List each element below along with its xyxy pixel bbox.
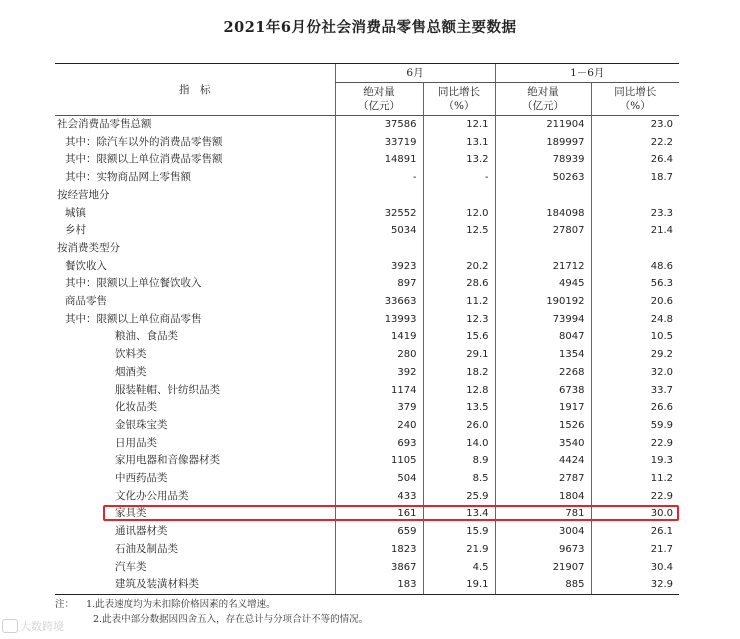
- ytd-growth: 29.2: [591, 346, 679, 364]
- month-growth: -: [423, 169, 495, 187]
- row-label: 按消费类型分: [57, 241, 120, 254]
- ytd-growth: 23.3: [591, 205, 679, 223]
- month-amount: 897: [335, 275, 423, 293]
- ytd-growth: 19.3: [591, 452, 679, 470]
- indicator-header: 指 标: [55, 64, 335, 116]
- note-2: 2.此表中部分数据因四舍五入，存在总计与分项合计不等的情况。: [93, 614, 369, 625]
- month-amount: 13993: [335, 311, 423, 329]
- month-growth: 13.4: [423, 505, 495, 523]
- month-amount: 33663: [335, 293, 423, 311]
- ytd-growth: 24.8: [591, 311, 679, 329]
- month-growth: 26.0: [423, 417, 495, 435]
- ytd-growth: 26.1: [591, 523, 679, 541]
- month-amount: 1823: [335, 541, 423, 559]
- month-growth: 12.5: [423, 222, 495, 240]
- period-jan-jun-header: 1－6月: [495, 64, 679, 83]
- row-label: 按经营地分: [57, 188, 110, 201]
- row-label: 通讯器材类: [115, 525, 168, 538]
- month-growth: 14.0: [423, 435, 495, 453]
- ytd-growth: 22.9: [591, 435, 679, 453]
- month-amount: 32552: [335, 205, 423, 223]
- ytd-amount: 21712: [495, 258, 591, 276]
- ytd-amount: 1526: [495, 417, 591, 435]
- month-amount: 3923: [335, 258, 423, 276]
- amount-header: 绝对量 （亿元）: [335, 83, 423, 116]
- table-row: [55, 488, 679, 506]
- month-amount: 161: [335, 505, 423, 523]
- ytd-growth: 10.5: [591, 328, 679, 346]
- table-row: [55, 293, 679, 311]
- table-row: [55, 559, 679, 577]
- row-label: 其中：除汽车以外的消费品零售额: [65, 135, 223, 148]
- table-row: [55, 505, 679, 523]
- row-label: 文化办公用品类: [115, 489, 189, 502]
- month-growth: 15.6: [423, 328, 495, 346]
- row-label: 商品零售: [65, 295, 107, 308]
- ytd-amount: 885: [495, 576, 591, 594]
- month-growth: 11.2: [423, 293, 495, 311]
- table-row: [55, 399, 679, 417]
- month-amount: 240: [335, 417, 423, 435]
- ytd-growth: 59.9: [591, 417, 679, 435]
- table-row: [55, 417, 679, 435]
- ytd-growth: 48.6: [591, 258, 679, 276]
- growth-header: 同比增长 （%）: [591, 83, 679, 116]
- ytd-growth: 22.2: [591, 134, 679, 152]
- row-label: 其中：限额以上单位消费品零售额: [65, 153, 223, 166]
- ytd-amount: 21907: [495, 559, 591, 577]
- table-row: [55, 134, 679, 152]
- ytd-growth: [591, 187, 679, 205]
- ytd-amount: 189997: [495, 134, 591, 152]
- month-amount: 693: [335, 435, 423, 453]
- watermark-text: 大数跨境: [20, 620, 64, 633]
- month-growth: 8.5: [423, 470, 495, 488]
- month-growth: 12.0: [423, 205, 495, 223]
- row-label: 建筑及装潢材料类: [55, 576, 335, 594]
- ytd-amount: 6738: [495, 382, 591, 400]
- ytd-growth: 11.2: [591, 470, 679, 488]
- month-growth: 13.2: [423, 151, 495, 169]
- table-row: [55, 328, 679, 346]
- ytd-growth: 23.0: [591, 116, 679, 134]
- table-row: [55, 364, 679, 382]
- month-amount: 1174: [335, 382, 423, 400]
- month-amount: [335, 187, 423, 205]
- page-title: 2021年6月份社会消费品零售总额主要数据: [223, 19, 517, 36]
- month-amount: 1105: [335, 452, 423, 470]
- row-label: 服装鞋帽、针纺织品类: [115, 383, 220, 396]
- retail-sales-table: [55, 63, 679, 595]
- month-amount: 5034: [335, 222, 423, 240]
- ytd-growth: [591, 240, 679, 258]
- ytd-amount: 9673: [495, 541, 591, 559]
- ytd-growth: 30.4: [591, 559, 679, 577]
- row-label: 石油及制品类: [115, 542, 178, 555]
- row-label: 社会消费品零售总额: [57, 118, 152, 130]
- ytd-amount: 73994: [495, 311, 591, 329]
- growth-header: 同比增长 （%）: [423, 83, 495, 116]
- ytd-amount: 50263: [495, 169, 591, 187]
- table-row: [55, 222, 679, 240]
- ytd-growth: 21.4: [591, 222, 679, 240]
- month-amount: 183: [335, 576, 423, 594]
- month-growth: 25.9: [423, 488, 495, 506]
- month-growth: 12.1: [423, 116, 495, 134]
- month-amount: [335, 240, 423, 258]
- month-amount: 1419: [335, 328, 423, 346]
- ytd-amount: 1917: [495, 399, 591, 417]
- ytd-amount: 3540: [495, 435, 591, 453]
- ytd-amount: 190192: [495, 293, 591, 311]
- row-label: 其中：限额以上单位商品零售: [65, 312, 202, 325]
- ytd-amount: 781: [495, 505, 591, 523]
- ytd-growth: 18.7: [591, 169, 679, 187]
- month-growth: 12.3: [423, 311, 495, 329]
- row-label: 金银珠宝类: [115, 418, 168, 431]
- ytd-growth: 26.6: [591, 399, 679, 417]
- ytd-amount: 184098: [495, 205, 591, 223]
- table-row: [55, 311, 679, 329]
- table-row: [55, 346, 679, 364]
- ytd-amount: [495, 240, 591, 258]
- row-label: 烟酒类: [115, 365, 147, 378]
- period-june-header: 6月: [335, 64, 495, 83]
- month-growth: 28.6: [423, 275, 495, 293]
- month-growth: 21.9: [423, 541, 495, 559]
- row-label: 日用品类: [115, 436, 157, 449]
- watermark-logo-icon: [2, 619, 18, 633]
- month-growth: 18.2: [423, 364, 495, 382]
- month-growth: 13.5: [423, 399, 495, 417]
- ytd-growth: 32.9: [591, 576, 679, 594]
- ytd-amount: 1804: [495, 488, 591, 506]
- month-growth: 29.1: [423, 346, 495, 364]
- ytd-amount: 2268: [495, 364, 591, 382]
- month-growth: 15.9: [423, 523, 495, 541]
- ytd-growth: 20.6: [591, 293, 679, 311]
- watermark: [2, 618, 64, 634]
- footnotes: [55, 597, 368, 627]
- ytd-amount: [495, 187, 591, 205]
- table-row: [55, 169, 679, 187]
- row-label: 家具类: [115, 507, 147, 520]
- table-row: [55, 116, 679, 134]
- table-row: [55, 240, 679, 258]
- month-growth: [423, 187, 495, 205]
- month-amount: 392: [335, 364, 423, 382]
- row-label: 家用电器和音像器材类: [115, 454, 220, 467]
- amount-header: 绝对量 （亿元）: [495, 83, 591, 116]
- row-label: 城镇: [65, 206, 86, 219]
- table-row: [55, 470, 679, 488]
- ytd-growth: 22.9: [591, 488, 679, 506]
- row-label: 粮油、食品类: [115, 330, 178, 343]
- month-amount: 3867: [335, 559, 423, 577]
- month-growth: 4.5: [423, 559, 495, 577]
- table-row: [55, 576, 679, 594]
- month-amount: 33719: [335, 134, 423, 152]
- ytd-amount: 2787: [495, 470, 591, 488]
- ytd-amount: 27807: [495, 222, 591, 240]
- month-amount: 433: [335, 488, 423, 506]
- ytd-growth: 32.0: [591, 364, 679, 382]
- row-label: 饮料类: [115, 348, 147, 361]
- row-label: 化妆品类: [115, 401, 157, 414]
- month-growth: 12.8: [423, 382, 495, 400]
- table-row: [55, 275, 679, 293]
- ytd-growth: 56.3: [591, 275, 679, 293]
- table-row: [55, 187, 679, 205]
- table-row: [55, 452, 679, 470]
- ytd-growth: 30.0: [591, 505, 679, 523]
- ytd-amount: 8047: [495, 328, 591, 346]
- notes-prefix: 注：: [55, 599, 75, 610]
- ytd-growth: 33.7: [591, 382, 679, 400]
- month-amount: 280: [335, 346, 423, 364]
- month-growth: 8.9: [423, 452, 495, 470]
- table-row: [55, 523, 679, 541]
- ytd-amount: 1354: [495, 346, 591, 364]
- month-amount: 659: [335, 523, 423, 541]
- table-row: [55, 258, 679, 276]
- month-growth: 20.2: [423, 258, 495, 276]
- ytd-amount: 4945: [495, 275, 591, 293]
- table-row: [55, 541, 679, 559]
- ytd-amount: 78939: [495, 151, 591, 169]
- table-row: [55, 205, 679, 223]
- month-amount: 14891: [335, 151, 423, 169]
- row-label: 其中：限额以上单位餐饮收入: [65, 277, 202, 290]
- month-growth: 13.1: [423, 134, 495, 152]
- row-label: 餐饮收入: [65, 259, 107, 272]
- row-label: 汽车类: [115, 560, 147, 573]
- month-growth: [423, 240, 495, 258]
- table-row: [55, 435, 679, 453]
- month-amount: 504: [335, 470, 423, 488]
- row-label: 其中：实物商品网上零售额: [65, 171, 191, 184]
- row-label: 乡村: [65, 224, 86, 237]
- table-row: [55, 382, 679, 400]
- row-label: 中西药品类: [115, 472, 168, 485]
- month-amount: -: [335, 169, 423, 187]
- ytd-amount: 3004: [495, 523, 591, 541]
- note-1: 1.此表速度均为未扣除价格因素的名义增速。: [86, 599, 276, 610]
- month-growth: 19.1: [423, 576, 495, 594]
- ytd-amount: 4424: [495, 452, 591, 470]
- month-amount: 379: [335, 399, 423, 417]
- month-amount: 37586: [335, 116, 423, 134]
- ytd-growth: 21.7: [591, 541, 679, 559]
- ytd-growth: 26.4: [591, 151, 679, 169]
- table-row: [55, 151, 679, 169]
- ytd-amount: 211904: [495, 116, 591, 134]
